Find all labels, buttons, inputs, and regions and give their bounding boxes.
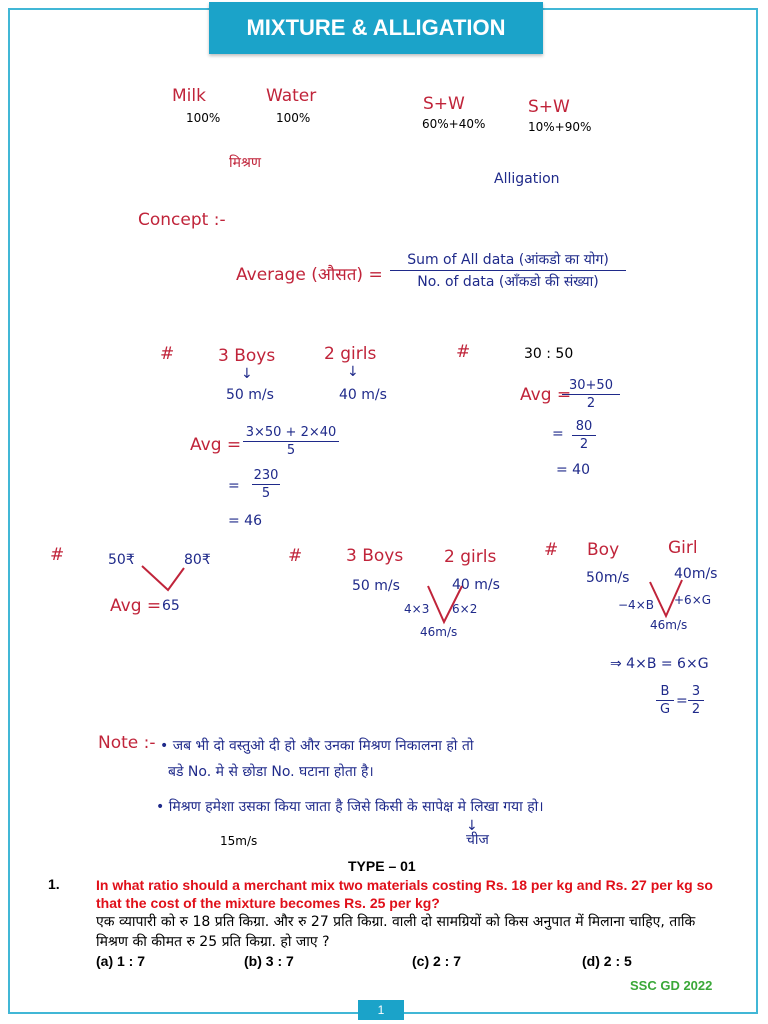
hash-mark: # (288, 546, 303, 566)
sw1-percent: 60%+40% (422, 117, 486, 131)
hash-mark: # (50, 545, 65, 565)
right-diff: 6×2 (452, 602, 478, 616)
fraction-numerator: 3×50 + 2×40 (245, 425, 337, 440)
avg-label: Avg = (190, 435, 242, 455)
mishran-label: मिश्रण (229, 155, 262, 171)
girl-speed: 40m/s (674, 566, 718, 582)
boy-speed: 50m/s (586, 570, 630, 586)
sw2-percent: 10%+90% (528, 120, 592, 134)
page-number: 1 (358, 1000, 404, 1020)
girls-speed: 40 m/s (339, 387, 387, 403)
arrow-down-icon: ↓ (466, 818, 478, 834)
option-b[interactable]: (b) 3 : 7 (244, 953, 294, 969)
fraction-numerator: B (660, 684, 670, 699)
option-d[interactable]: (d) 2 : 5 (582, 953, 632, 969)
concept-label: Concept :- (138, 210, 226, 230)
average-numerator: Sum of All data (आंकडो का योग) (407, 252, 609, 268)
girl-label: Girl (668, 538, 698, 558)
water-label: Water (266, 86, 317, 106)
fraction-numerator: 230 (253, 468, 279, 483)
right-diff: +6×G (674, 593, 712, 607)
fraction-denominator: 5 (261, 486, 271, 501)
ratio-text: 30 : 50 (524, 346, 574, 362)
arrow-down-icon: ↓ (241, 366, 253, 382)
equals-sign: = (676, 693, 688, 709)
note-line-3: • मिश्रण हमेशा उसका किया जाता है जिसे किसी के सापेक्ष मे लिखा गया हो। (156, 799, 544, 815)
avg-result: = 46 (228, 513, 262, 529)
boy-label: Boy (587, 540, 620, 560)
hash-mark: # (160, 344, 175, 364)
boys-label: 3 Boys (218, 346, 276, 366)
boys-speed: 50 m/s (226, 387, 274, 403)
water-percent: 100% (276, 111, 311, 125)
arrow-down-icon: ↓ (347, 364, 359, 380)
hash-mark: # (544, 540, 559, 560)
type-heading: TYPE – 01 (348, 858, 416, 874)
ratio-equation: ⇒ 4×B = 6×G (610, 656, 709, 672)
hash-mark: # (456, 342, 471, 362)
fraction-numerator: 30+50 (569, 378, 613, 393)
boys-speed: 50 m/s (352, 578, 400, 594)
left-diff: −4×B (618, 598, 654, 612)
avg-value: 65 (162, 598, 180, 614)
average-denominator: No. of data (आँकडो की संख्या) (417, 274, 599, 290)
speed-note: 15m/s (220, 834, 258, 848)
note-line-2: बडे No. मे से छोडा No. घटाना होता है। (168, 764, 374, 780)
fraction-denominator: 2 (691, 702, 701, 717)
girls-label: 2 girls (444, 547, 497, 567)
sw1-label: S+W (423, 94, 465, 114)
sw2-label: S+W (528, 97, 570, 117)
average-label: Average (औसत) = (236, 265, 383, 285)
value-a: 50₹ (108, 552, 135, 568)
equals-sign: = (228, 478, 240, 494)
girls-speed: 40 m/s (452, 577, 500, 593)
milk-percent: 100% (186, 111, 221, 125)
avg-result: = 40 (556, 462, 590, 478)
fraction-denominator: 5 (286, 443, 296, 458)
mean-value: 46m/s (650, 618, 688, 632)
option-c[interactable]: (c) 2 : 7 (412, 953, 462, 969)
avg-label: Avg = (520, 385, 572, 405)
question-number: 1. (48, 876, 60, 892)
cheez-label: चीज (466, 832, 489, 848)
fraction-numerator: 3 (691, 684, 701, 699)
fraction-denominator: G (659, 702, 671, 717)
note-label: Note :- (98, 733, 156, 753)
alligation-label: Alligation (494, 171, 560, 187)
fraction-denominator: 2 (579, 437, 589, 452)
equals-sign: = (552, 426, 564, 442)
avg-label: Avg = (110, 596, 162, 616)
fraction-denominator: 2 (586, 396, 596, 411)
page-title: MIXTURE & ALLIGATION (209, 2, 543, 54)
milk-label: Milk (172, 86, 206, 106)
fraction-numerator: 80 (575, 419, 593, 434)
question-hindi: एक व्यापारी को रु 18 प्रति किग्रा. और रु 27 प्रति किग्रा. वाली दो सामग्रियों को किस अनुपात में मिलाना चाहिए, ताकि मिश्रण की कीमत रु 25 प्रति किग्रा. हो जाए ? (96, 914, 696, 950)
boys-label: 3 Boys (346, 546, 404, 566)
note-line-1: • जब भी दो वस्तुओ दी हो और उनका मिश्रण निकालना हो तो (160, 738, 474, 754)
girls-label: 2 girls (324, 344, 377, 364)
source-tag: SSC GD 2022 (630, 978, 713, 993)
left-diff: 4×3 (404, 602, 430, 616)
question-english: In what ratio should a merchant mix two materials costing Rs. 18 per kg and Rs. 27 per kg so that the cost of the mixture becomes Rs. 25 per kg? (96, 877, 713, 911)
option-a[interactable]: (a) 1 : 7 (96, 953, 146, 969)
mean-value: 46m/s (420, 625, 458, 639)
value-b: 80₹ (184, 552, 211, 568)
